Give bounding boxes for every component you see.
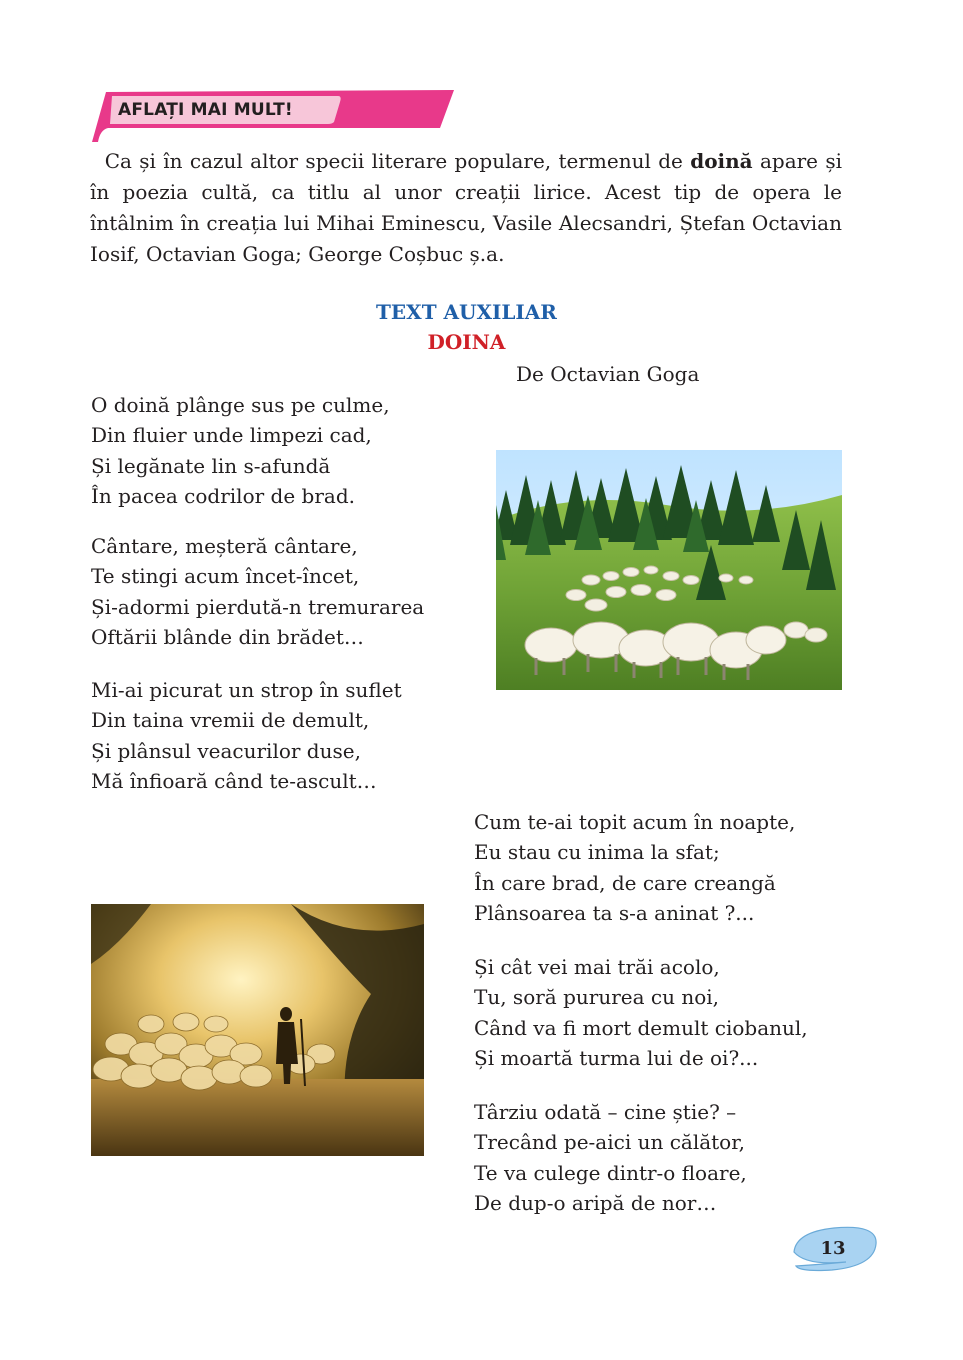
verse-line: O doină plânge sus pe culme, [91,393,390,417]
verse-line: Mi-ai picurat un strop în suflet [91,678,402,702]
stanza-3 [91,675,402,796]
banner-label: AFLAȚI MAI MULT! [118,100,293,120]
verse-line: Eu stau cu inima la sfat; [474,840,720,865]
verse-line: Mă înfioară când te-ascult… [91,768,377,793]
verse-line: Și plânsul veacurilor duse, [91,738,361,763]
verse-line: Când va fi mort demult ciobanul, [474,1015,808,1040]
sheep-meadow-photo [496,450,842,690]
verse-line: Și cât vei mai trăi acolo, [474,955,720,979]
verse-line: De dup-o aripă de nor… [474,1190,717,1215]
verse-line: Cântare, meșteră cântare, [91,534,358,558]
stanza-4 [474,807,795,928]
verse-line: Oftării blânde din brădet… [91,624,364,649]
verse-line: Din taina vremii de demult, [91,708,370,733]
verse-line: În care brad, de care creangă [474,870,776,895]
stanza-6 [474,1097,747,1218]
shepherd-flock-photo [91,904,424,1156]
intro-rest: apare și în poezia cultă, ca titlu al unor creații lirice. Acest tip de opera le întâlnim în creația lui Mihai Eminescu, Vasile Alecsandri, Ștefan Octavian Iosif, Octavian Goga; George Coșbuc ș.a. [90,149,843,266]
stanza-5 [474,952,808,1073]
verse-line: Din fluier unde limpezi cad, [91,423,372,448]
poem-author: De Octavian Goga [516,362,700,386]
page-number: 13 [820,1238,846,1259]
intro-lead: Ca și în cazul altor specii literare populare, termenul de [104,149,691,173]
verse-line: Tu, soră pururea cu noi, [474,985,719,1010]
stanza-1 [91,390,390,511]
verse-line: Și moartă turma lui de oi?... [474,1045,759,1070]
verse-line: Te stingi acum încet-încet, [91,564,360,589]
section-heading: TEXT AUXILIAR [376,300,557,324]
poem-title: DOINA [427,330,506,354]
verse-line: Plânsoarea ta s-a aninat ?... [474,900,755,925]
verse-line: Și legănate lin s-afundă [91,453,331,478]
verse-line: Și-adormi pierdută-n tremurarea [91,594,425,619]
verse-line: În pacea codrilor de brad. [91,483,355,508]
verse-line: Trecând pe-aici un călător, [474,1130,745,1155]
verse-line: Târziu odată – cine știe? – [474,1100,737,1124]
verse-line: Te va culege dintr-o floare, [474,1160,747,1185]
verse-line: Cum te-ai topit acum în noapte, [474,810,796,834]
stanza-2 [91,531,424,652]
intro-paragraph [90,146,842,270]
intro-bold-term: doină [690,149,753,173]
